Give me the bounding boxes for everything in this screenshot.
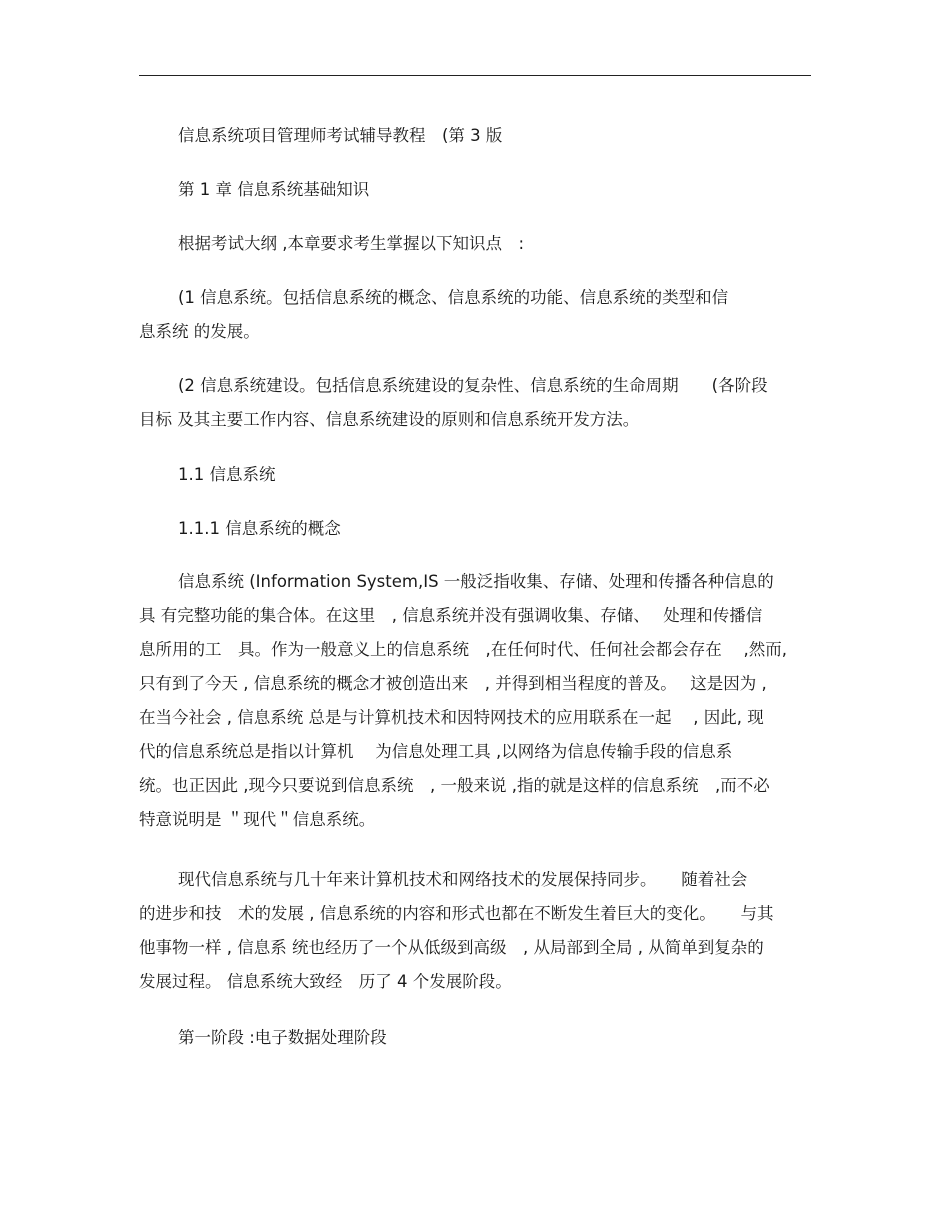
paragraph-line: 息所用的工 具。作为一般意义上的信息系统 ,在任何时代、任何社会都会存在 ,然而, (139, 640, 787, 659)
paragraph-line: 特意说明是 ＂现代＂信息系统。 (139, 810, 376, 829)
paragraph-line: 息系统 的发展。 (139, 322, 260, 341)
development-paragraph (139, 863, 811, 999)
stage-heading-text: 第一阶段 :电子数据处理阶段 (178, 1028, 387, 1047)
intro-text: 根据考试大纲 ,本章要求考生掌握以下知识点 : (178, 234, 525, 253)
section-heading-text: 1.1 信息系统 (178, 465, 276, 484)
section-heading-text: 1.1.1 信息系统的概念 (178, 519, 341, 538)
point-1-paragraph (139, 281, 811, 349)
chapter-heading-text: 第 1 章 信息系统基础知识 (178, 180, 370, 199)
paragraph-line: 的进步和技 术的发展 , 信息系统的内容和形式也都在不断发生着巨大的变化。 与其 (139, 904, 774, 923)
header-rule (139, 75, 811, 76)
document-title-text: 信息系统项目管理师考试辅导教程 (第 3 版 (178, 126, 503, 145)
section-heading-1-1-1 (139, 512, 850, 546)
paragraph-line: 发展过程。 信息系统大致经 历了 4 个发展阶段。 (139, 972, 512, 991)
paragraph-line: 具 有完整功能的集合体。在这里 , 信息系统并没有强调收集、存储、 处理和传播信 (139, 606, 763, 625)
stage-1-heading (139, 1021, 850, 1055)
paragraph-line: 在当今社会 , 信息系统 总是与计算机技术和因特网技术的应用联系在一起 , 因此, 现 (139, 708, 764, 727)
concept-paragraph (139, 565, 811, 837)
paragraph-line: 只有到了今天 , 信息系统的概念才被创造出来 , 并得到相当程度的普及。 这是因为 , (139, 674, 767, 693)
paragraph-line: 目标 及其主要工作内容、信息系统建设的原则和信息系统开发方法。 (139, 410, 640, 429)
paragraph-line: (2 信息系统建设。包括信息系统建设的复杂性、信息系统的生命周期 (各阶段 (178, 376, 768, 395)
document-title (139, 119, 850, 153)
paragraph-line: 他事物一样 , 信息系 统也经历了一个从低级到高级 , 从局部到全局 , 从简单到复杂的 (139, 938, 764, 957)
section-heading-1-1 (139, 458, 850, 492)
paragraph-line: (1 信息系统。包括信息系统的概念、信息系统的功能、信息系统的类型和信 (178, 288, 729, 307)
intro-paragraph (139, 227, 850, 261)
paragraph-line: 代的信息系统总是指以计算机 为信息处理工具 ,以网络为信息传输手段的信息系 (139, 742, 733, 761)
paragraph-line: 统。也正因此 ,现今只要说到信息系统 , 一般来说 ,指的就是这样的信息系统 ,而不必 (139, 776, 770, 795)
chapter-heading (139, 173, 850, 207)
point-2-paragraph (139, 369, 811, 437)
paragraph-line: 信息系统 (Information System,IS 一般泛指收集、存储、处理和传播各种信息的 (178, 572, 774, 591)
paragraph-line: 现代信息系统与几十年来计算机技术和网络技术的发展保持同步。 随着社会 (178, 870, 748, 889)
